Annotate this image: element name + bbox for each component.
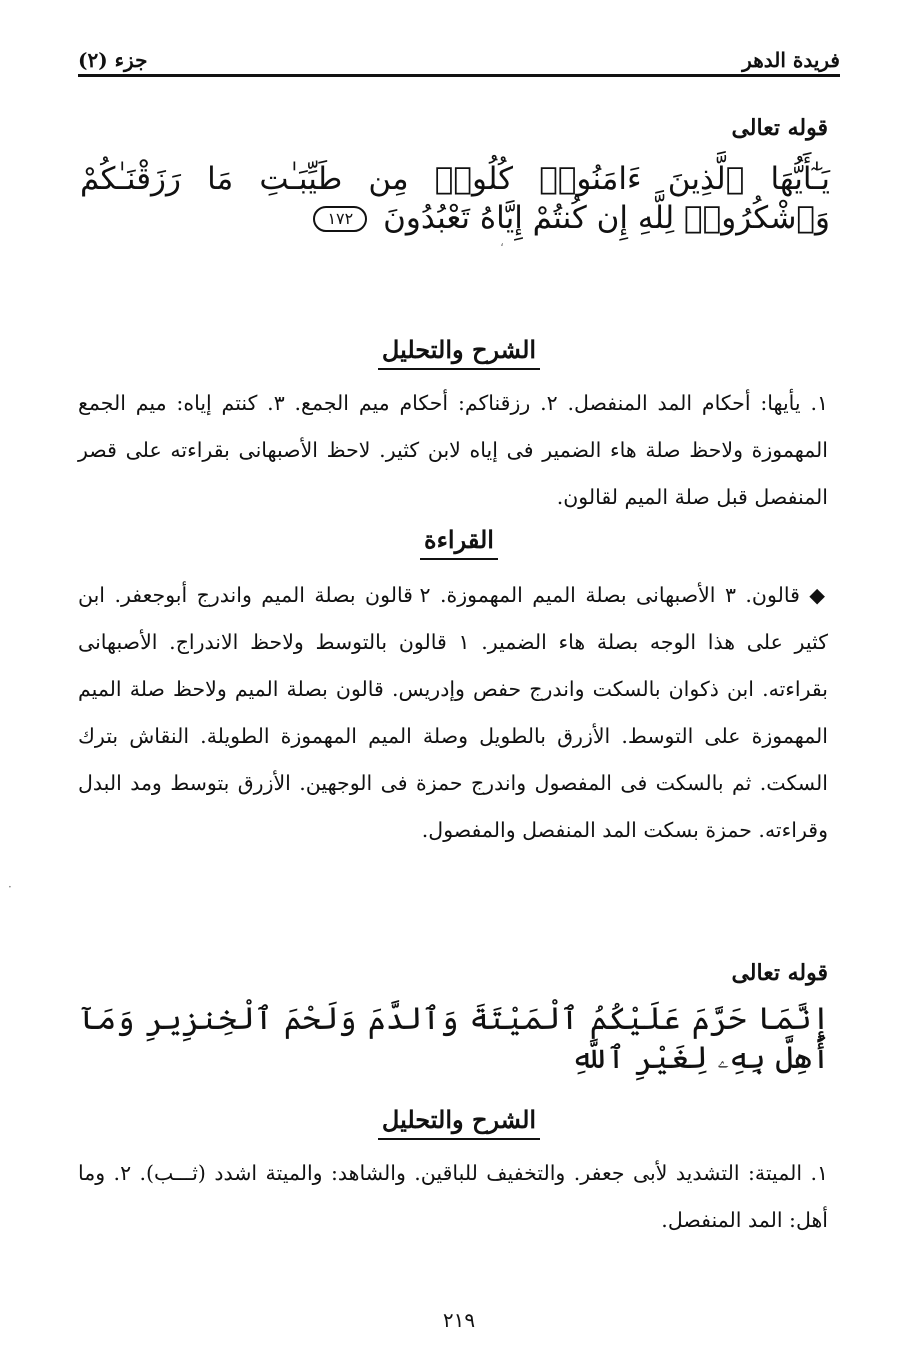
scan-speck: ، <box>500 235 504 249</box>
reading-title <box>0 525 918 560</box>
verse-text: يَـٰٓأَيُّهَا ٱلَّذِينَ ءَامَنُوا۟ كُلُوا۟ مِن طَيِّبَـٰتِ مَا رَزَقْنَـٰكُمْ وَٱشْكُرُوا۟ لِلَّهِ إِن كُنتُمْ إِيَّاهُ تَعْبُدُونَ <box>80 161 830 236</box>
analysis-title-text: الشرح والتحليل <box>378 335 540 370</box>
analysis-paragraph-2: ١. الميتة: التشديد لأبى جعفر. والتخفيف للباقين. والشاهد: والميتة اشدد (ثـــب). ٢. وما أهل: المد المنفصل. <box>78 1161 828 1232</box>
quran-verse-2 <box>80 1000 830 1078</box>
verse-heading: قوله تعالى <box>731 115 828 141</box>
part-label: جزء (٢) <box>78 48 148 72</box>
scan-speck: · <box>8 880 12 894</box>
header-rule <box>78 74 840 77</box>
analysis-paragraph: ١. يأيها: أحكام المد المنفصل. ٢. رزقناكم: أحكام ميم الجمع. ٣. كنتم إياه: ميم الجمع المهموزة ولاحظ صلة هاء الضمير فى إياه لابن كثير. لاحظ الأصبهانى بقراءته على قصر المنفصل قبل صلة الميم لقالون. <box>78 391 828 509</box>
reading-paragraph: ◆ قالون. ٣ الأصبهانى بصلة الميم المهموزة. ٢ قالون بصلة الميم واندرج أبوجعفر. ابن كثير على هذا الوجه بصلة هاء الضمير. ١ قالون بالتوسط ولاحظ الاندراج. الأصبهانى بقراءته. ابن ذكوان بالسكت واندرج حفص وإدريس. قالون بصلة الميم ولاحظ صلة الميم المهموزة على التوسط. الأزرق بالطويل وصلة الميم المهموزة الطويلة. النقاش بترك السكت. ثم بالسكت فى المفصول واندرج حمزة فى الوجهين. الأزرق بتوسط ومد البدل وقراءته. حمزة بسكت المد المنفصل والمفصول. <box>78 583 829 842</box>
page-number: ٢١٩ <box>442 1308 476 1332</box>
analysis-title-2 <box>0 1105 918 1140</box>
reading-title-text: القراءة <box>420 525 498 560</box>
analysis-title-text-2: الشرح والتحليل <box>378 1105 540 1140</box>
analysis-title <box>0 335 918 370</box>
quran-verse <box>80 160 830 238</box>
running-header <box>78 38 840 72</box>
verse-text-2: إِنَّمَا حَرَّمَ عَلَيْكُمُ ٱلْمَيْتَةَ وَٱلدَّمَ وَلَحْمَ ٱلْخِنزِيرِ وَمَآ أُهِلَّ بِهِۦ لِغَيْرِ ٱللَّهِ <box>80 1001 830 1076</box>
verse-heading-2: قوله تعالى <box>731 960 828 986</box>
verse-number-ornament: ١٧٢ <box>313 206 367 232</box>
book-title: فريدة الدهر <box>742 48 840 72</box>
